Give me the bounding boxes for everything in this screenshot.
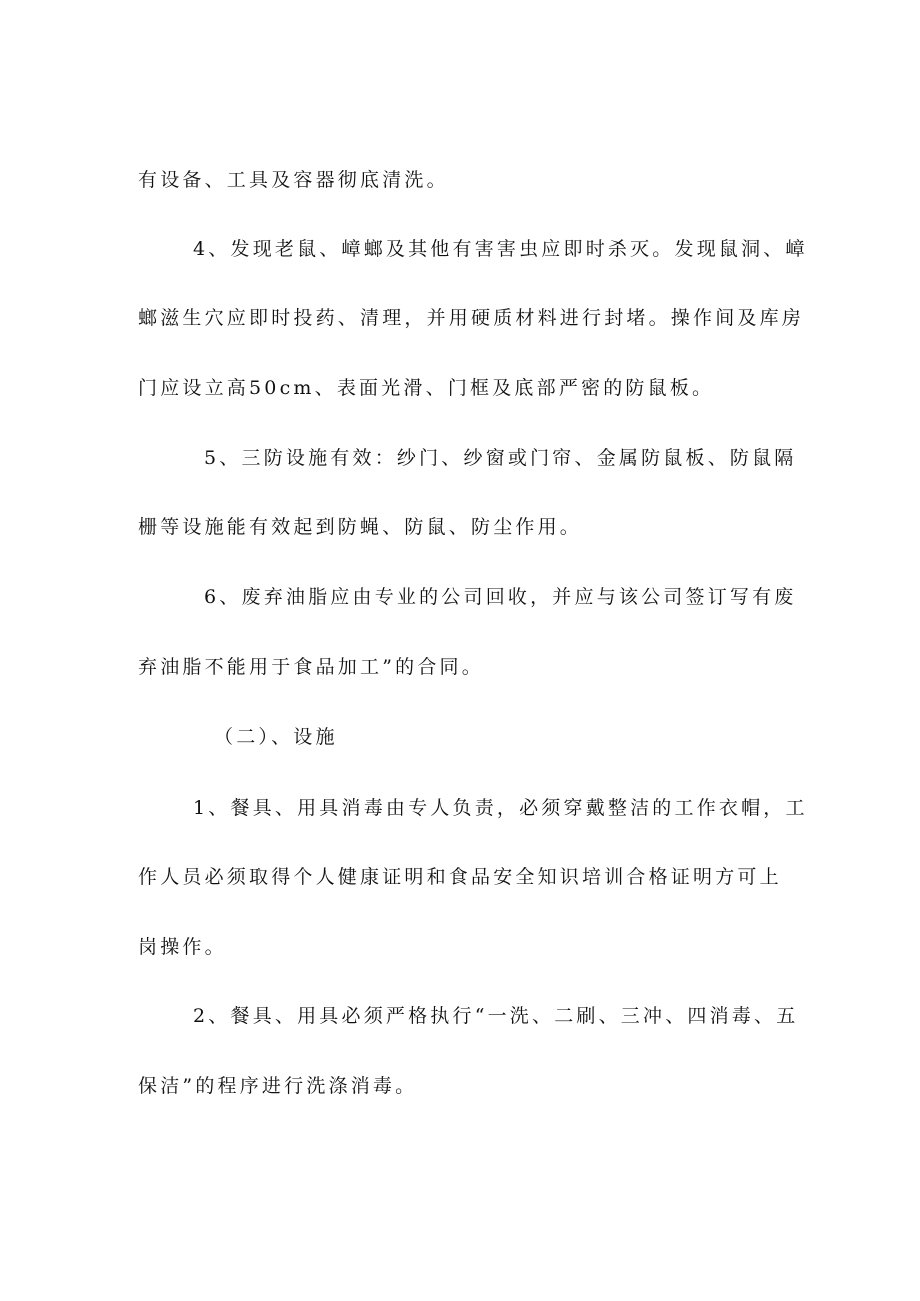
paragraph-line: 保洁”的程序进行洗涤消毒。 (138, 1075, 418, 1097)
paragraph-line: 作人员必须取得个人健康证明和食品安全知识培训合格证明方可上 (138, 866, 782, 888)
paragraph-line: 1、餐具、用具消毒由专人负责，必须穿戴整洁的工作衣帽，工 (193, 797, 808, 819)
section-heading: （二）、设施 (214, 726, 338, 748)
paragraph-line: 6、废弃油脂应由专业的公司回收，并应与该公司签订写有废 (204, 586, 797, 608)
paragraph-line: 门应设立高50cm、表面光滑、门框及底部严密的防鼠板。 (138, 377, 715, 399)
paragraph-line: 弃油脂不能用于食品加工”的合同。 (138, 656, 484, 678)
paragraph-line: 2、餐具、用具必须严格执行“一洗、二刷、三冲、四消毒、五 (193, 1005, 799, 1027)
paragraph-line: 栅等设施能有效起到防蝇、防鼠、防尘作用。 (138, 516, 583, 538)
paragraph-line: 螂滋生穴应即时投药、清理，并用硬质材料进行封堵。操作间及库房 (138, 307, 805, 329)
paragraph-line: 岗操作。 (138, 936, 227, 958)
paragraph-line: 5、三防设施有效：纱门、纱窗或门帘、金属防鼠板、防鼠隔 (204, 447, 797, 469)
paragraph-line: 4、发现老鼠、嶂螂及其他有害害虫应即时杀灭。发现鼠洞、嶂 (193, 238, 808, 260)
paragraph-line: 有设备、工具及容器彻底清洗。 (138, 169, 449, 191)
